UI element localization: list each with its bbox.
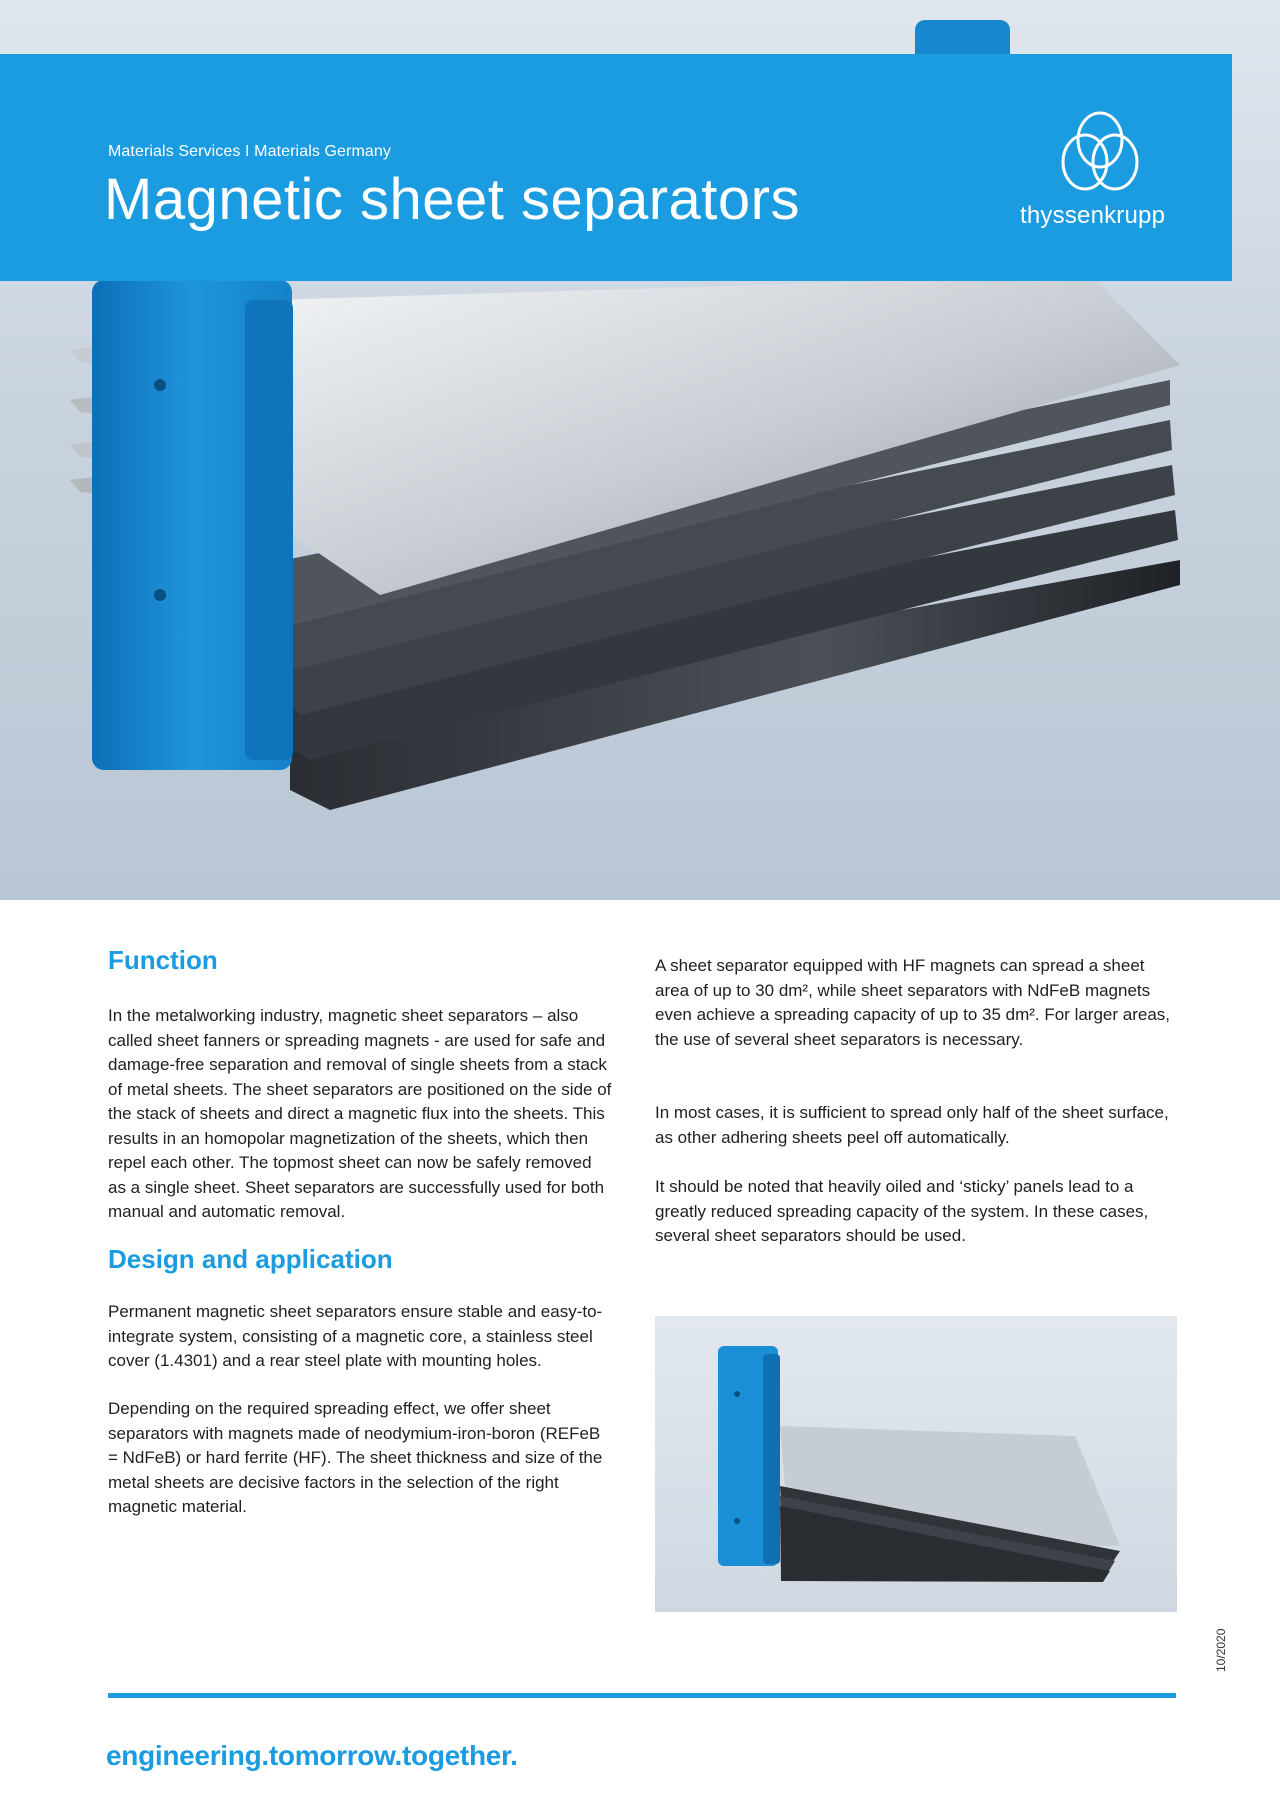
- small-photo-illustration: [655, 1316, 1177, 1612]
- footer-tagline: engineering.tomorrow.together.: [106, 1740, 518, 1771]
- thyssenkrupp-arcs-icon: [1053, 110, 1148, 195]
- design-paragraph-2: Depending on the required spreading effect, we offer sheet separators with magnets made of neodymium-iron-boron (REFeB = NdFeB) or hard ferrite (HF). The sheet thickness and size of the metal sheets are decisive factors in the selection of the right magnetic material.: [108, 1399, 603, 1516]
- product-photo-small: [655, 1316, 1177, 1612]
- brand-logo: [1010, 110, 1190, 240]
- function-heading: Function: [108, 945, 218, 975]
- brand-name: thyssenkrupp: [1020, 202, 1166, 229]
- breadcrumb: Materials Services I Materials Germany: [108, 143, 391, 160]
- right-paragraph-1: A sheet separator equipped with HF magnets can spread a sheet area of up to 30 dm², while sheet separators with NdFeB magnets even achieve a spreading capacity of up to 35 dm². For larger areas, the use of several sheet separators is necessary.: [655, 956, 1171, 1049]
- page-title: Magnetic sheet separators: [104, 167, 800, 232]
- design-paragraph-1: Permanent magnetic sheet separators ensure stable and easy-to-integrate system, consisting of a magnetic core, a stainless steel cover (1.4301) and a rear steel plate with mounting holes.: [108, 1302, 603, 1370]
- document-date: 10/2020: [1214, 1628, 1228, 1672]
- right-paragraph-2: In most cases, it is sufficient to spread only half of the sheet surface, as other adhering sheets peel off automatically.: [655, 1103, 1169, 1147]
- right-paragraph-3: It should be noted that heavily oiled and ‘sticky’ panels lead to a greatly reduced spreading capacity of the system. In these cases, several sheet separators should be used.: [655, 1177, 1149, 1245]
- design-heading: Design and application: [108, 1244, 393, 1274]
- footer-divider: [108, 1693, 1176, 1698]
- function-paragraph: In the metalworking industry, magnetic sheet separators – also called sheet fanners or spreading magnets - are used for safe and damage-free separation and removal of single sheets from a stack of metal sheets. The sheet separators are positioned on the side of the stack of sheets and direct a magnetic flux into the sheets. This results in an homopolar magnetization of the sheets, which then repel each other. The topmost sheet can now be safely removed as a single sheet. Sheet separators are successfully used for both manual and automatic removal.: [108, 1006, 612, 1221]
